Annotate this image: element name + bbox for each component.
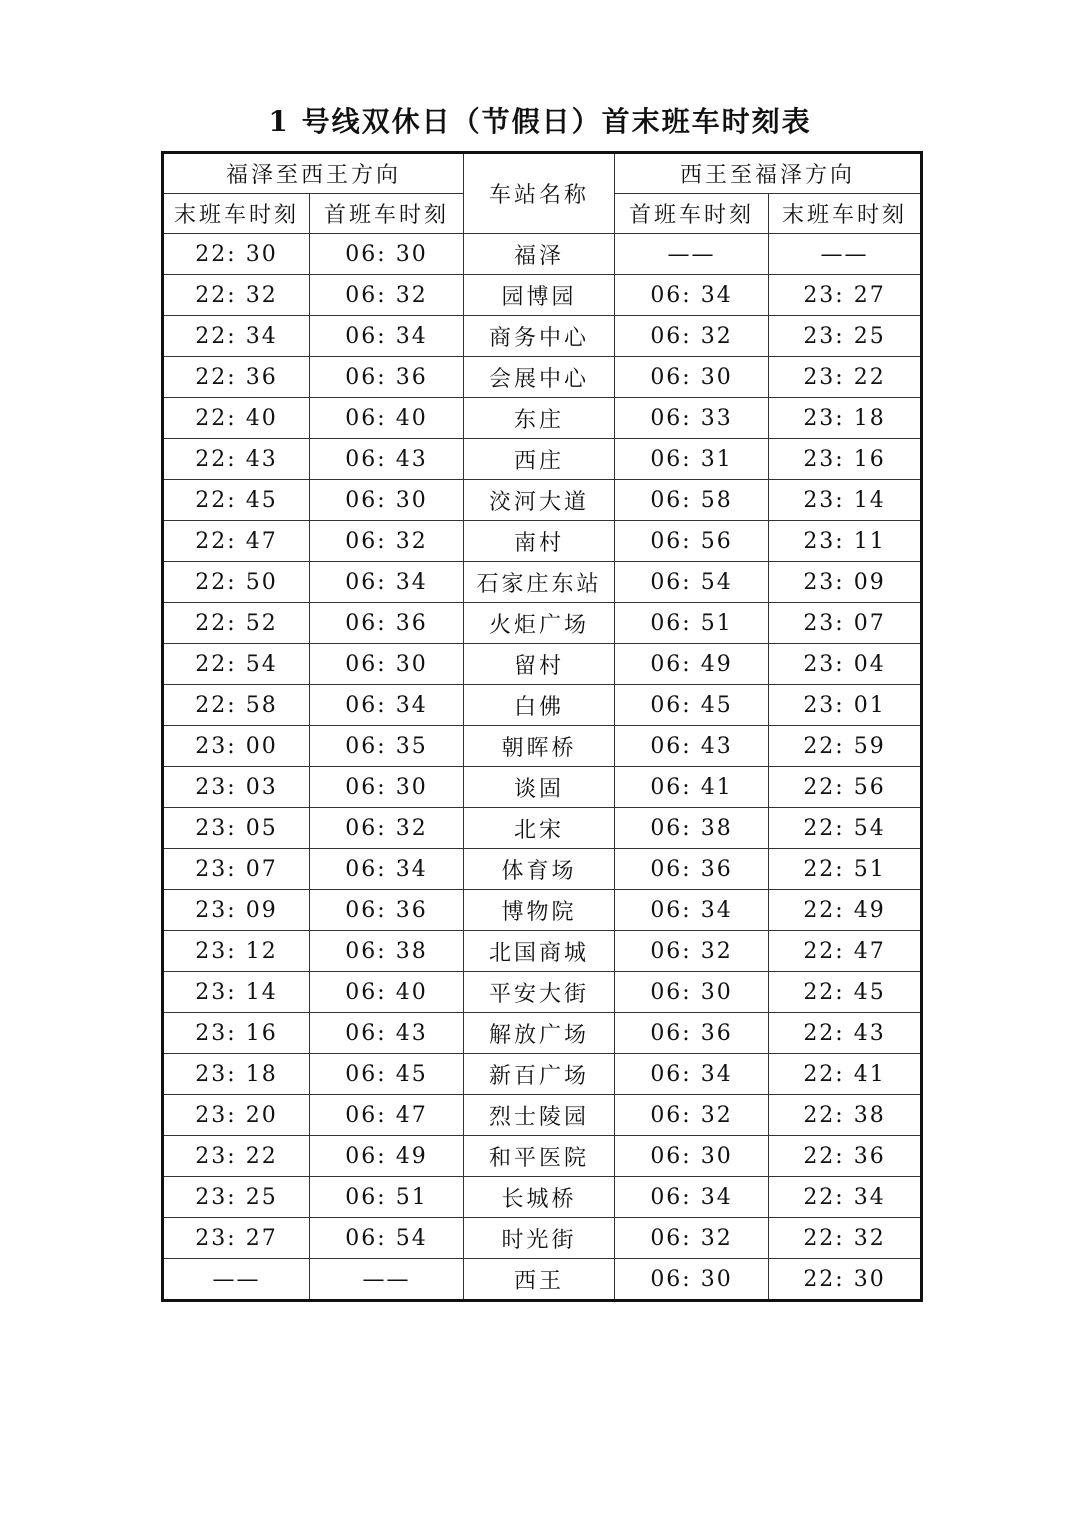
fuze-last-train-cell: 22: 54 bbox=[163, 644, 310, 685]
xiwang-last-train-cell: 23: 27 bbox=[769, 275, 922, 316]
fuze-last-train-cell: 22: 47 bbox=[163, 521, 310, 562]
station-name-cell: 长城桥 bbox=[464, 1177, 615, 1218]
fuze-first-train-cell: 06: 30 bbox=[310, 767, 464, 808]
station-name-cell: 福泽 bbox=[464, 234, 615, 275]
fuze-first-train-cell: 06: 36 bbox=[310, 357, 464, 398]
station-name-cell: 谈固 bbox=[464, 767, 615, 808]
fuze-last-train-cell: 22: 50 bbox=[163, 562, 310, 603]
station-name-cell: 西庄 bbox=[464, 439, 615, 480]
table-row bbox=[163, 1136, 922, 1177]
fuze-first-train-cell: 06: 30 bbox=[310, 480, 464, 521]
page-title: 1 号线双休日（节假日）首末班车时刻表 bbox=[268, 105, 812, 138]
fuze-first-train-cell: 06: 32 bbox=[310, 808, 464, 849]
station-name-cell: 平安大街 bbox=[464, 972, 615, 1013]
fuze-last-train-cell: 23: 14 bbox=[163, 972, 310, 1013]
fuze-first-train-cell: 06: 49 bbox=[310, 1136, 464, 1177]
table-row bbox=[163, 562, 922, 603]
fuze-last-train-cell: 23: 18 bbox=[163, 1054, 310, 1095]
fuze-first-train-cell: 06: 35 bbox=[310, 726, 464, 767]
xiwang-first-train-cell: 06: 41 bbox=[615, 767, 769, 808]
xiwang-first-train-cell: 06: 30 bbox=[615, 972, 769, 1013]
xiwang-last-train-cell: 23: 16 bbox=[769, 439, 922, 480]
station-name-cell: 解放广场 bbox=[464, 1013, 615, 1054]
fuze-last-train-cell: 22: 32 bbox=[163, 275, 310, 316]
station-name-cell: 石家庄东站 bbox=[464, 562, 615, 603]
table-row bbox=[163, 1054, 922, 1095]
xiwang-last-train-cell: 23: 07 bbox=[769, 603, 922, 644]
fuze-last-train-cell: 22: 34 bbox=[163, 316, 310, 357]
fuze-first-train-cell: 06: 34 bbox=[310, 316, 464, 357]
fuze-first-train-cell: 06: 45 bbox=[310, 1054, 464, 1095]
xiwang-last-train-cell: 23: 04 bbox=[769, 644, 922, 685]
xiwang-last-train-cell: 23: 01 bbox=[769, 685, 922, 726]
table-row bbox=[163, 1259, 922, 1301]
station-name-cell: 北国商城 bbox=[464, 931, 615, 972]
direction-xiwang-to-fuze-header: 西王至福泽方向 bbox=[615, 153, 922, 194]
table-row bbox=[163, 767, 922, 808]
xiwang-first-train-cell: 06: 32 bbox=[615, 1095, 769, 1136]
xiwang-first-train-cell: 06: 33 bbox=[615, 398, 769, 439]
xiwang-last-train-cell: 23: 18 bbox=[769, 398, 922, 439]
table-row bbox=[163, 1218, 922, 1259]
xiwang-last-train-cell: 22: 54 bbox=[769, 808, 922, 849]
station-name-cell: 烈士陵园 bbox=[464, 1095, 615, 1136]
table-row bbox=[163, 603, 922, 644]
station-name-cell: 新百广场 bbox=[464, 1054, 615, 1095]
fuze-last-train-cell: 22: 45 bbox=[163, 480, 310, 521]
fuze-first-train-header: 首班车时刻 bbox=[310, 194, 464, 234]
fuze-first-train-cell: 06: 34 bbox=[310, 685, 464, 726]
xiwang-first-train-cell: 06: 32 bbox=[615, 931, 769, 972]
xiwang-first-train-header: 首班车时刻 bbox=[615, 194, 769, 234]
fuze-last-train-cell: 22: 52 bbox=[163, 603, 310, 644]
xiwang-first-train-cell: 06: 30 bbox=[615, 1136, 769, 1177]
fuze-first-train-cell: 06: 30 bbox=[310, 644, 464, 685]
xiwang-first-train-cell: 06: 36 bbox=[615, 1013, 769, 1054]
xiwang-last-train-cell: 23: 09 bbox=[769, 562, 922, 603]
station-name-cell: 西王 bbox=[464, 1259, 615, 1301]
station-name-cell: 洨河大道 bbox=[464, 480, 615, 521]
fuze-last-train-cell: 23: 00 bbox=[163, 726, 310, 767]
direction-fuze-to-xiwang-header: 福泽至西王方向 bbox=[163, 153, 464, 194]
table-row bbox=[163, 1095, 922, 1136]
xiwang-first-train-cell: 06: 45 bbox=[615, 685, 769, 726]
table-row bbox=[163, 439, 922, 480]
station-name-cell: 商务中心 bbox=[464, 316, 615, 357]
fuze-last-train-cell: 23: 09 bbox=[163, 890, 310, 931]
table-row bbox=[163, 808, 922, 849]
xiwang-last-train-cell: 22: 56 bbox=[769, 767, 922, 808]
xiwang-first-train-cell: 06: 38 bbox=[615, 808, 769, 849]
xiwang-last-train-cell: 22: 47 bbox=[769, 931, 922, 972]
xiwang-first-train-cell: 06: 58 bbox=[615, 480, 769, 521]
fuze-last-train-cell: 23: 07 bbox=[163, 849, 310, 890]
xiwang-last-train-cell: 23: 25 bbox=[769, 316, 922, 357]
xiwang-last-train-header: 末班车时刻 bbox=[769, 194, 922, 234]
table-row bbox=[163, 480, 922, 521]
xiwang-first-train-cell: 06: 32 bbox=[615, 316, 769, 357]
table-row bbox=[163, 398, 922, 439]
fuze-first-train-cell: 06: 51 bbox=[310, 1177, 464, 1218]
xiwang-last-train-cell: —— bbox=[769, 234, 922, 275]
table-row bbox=[163, 726, 922, 767]
fuze-first-train-cell: 06: 54 bbox=[310, 1218, 464, 1259]
station-name-cell: 园博园 bbox=[464, 275, 615, 316]
fuze-first-train-cell: 06: 36 bbox=[310, 603, 464, 644]
station-name-cell: 会展中心 bbox=[464, 357, 615, 398]
fuze-last-train-cell: 22: 36 bbox=[163, 357, 310, 398]
xiwang-first-train-cell: 06: 51 bbox=[615, 603, 769, 644]
table-row bbox=[163, 849, 922, 890]
table-row bbox=[163, 521, 922, 562]
station-name-header: 车站名称 bbox=[464, 153, 615, 234]
xiwang-first-train-cell: 06: 34 bbox=[615, 1054, 769, 1095]
fuze-last-train-cell: 23: 05 bbox=[163, 808, 310, 849]
station-name-cell: 朝晖桥 bbox=[464, 726, 615, 767]
fuze-last-train-cell: 23: 12 bbox=[163, 931, 310, 972]
fuze-first-train-cell: 06: 32 bbox=[310, 275, 464, 316]
fuze-first-train-cell: 06: 43 bbox=[310, 439, 464, 480]
fuze-last-train-cell: —— bbox=[163, 1259, 310, 1301]
station-name-cell: 留村 bbox=[464, 644, 615, 685]
xiwang-first-train-cell: 06: 34 bbox=[615, 275, 769, 316]
timetable-body bbox=[163, 234, 922, 1301]
table-row bbox=[163, 931, 922, 972]
fuze-first-train-cell: —— bbox=[310, 1259, 464, 1301]
table-row bbox=[163, 275, 922, 316]
fuze-first-train-cell: 06: 30 bbox=[310, 234, 464, 275]
xiwang-last-train-cell: 22: 43 bbox=[769, 1013, 922, 1054]
table-row bbox=[163, 644, 922, 685]
xiwang-last-train-cell: 22: 59 bbox=[769, 726, 922, 767]
xiwang-first-train-cell: 06: 31 bbox=[615, 439, 769, 480]
fuze-first-train-cell: 06: 34 bbox=[310, 562, 464, 603]
xiwang-last-train-cell: 22: 36 bbox=[769, 1136, 922, 1177]
xiwang-first-train-cell: 06: 54 bbox=[615, 562, 769, 603]
station-name-cell: 体育场 bbox=[464, 849, 615, 890]
station-name-cell: 博物院 bbox=[464, 890, 615, 931]
timetable bbox=[161, 151, 923, 1302]
timetable-header bbox=[163, 153, 922, 234]
xiwang-first-train-cell: 06: 34 bbox=[615, 1177, 769, 1218]
station-name-cell: 南村 bbox=[464, 521, 615, 562]
station-name-cell: 火炬广场 bbox=[464, 603, 615, 644]
fuze-last-train-cell: 23: 22 bbox=[163, 1136, 310, 1177]
xiwang-first-train-cell: 06: 30 bbox=[615, 1259, 769, 1301]
xiwang-last-train-cell: 23: 22 bbox=[769, 357, 922, 398]
fuze-last-train-cell: 22: 40 bbox=[163, 398, 310, 439]
station-name-cell: 东庄 bbox=[464, 398, 615, 439]
table-row bbox=[163, 685, 922, 726]
xiwang-first-train-cell: 06: 36 bbox=[615, 849, 769, 890]
xiwang-last-train-cell: 22: 41 bbox=[769, 1054, 922, 1095]
xiwang-last-train-cell: 22: 45 bbox=[769, 972, 922, 1013]
fuze-last-train-cell: 23: 20 bbox=[163, 1095, 310, 1136]
fuze-last-train-header: 末班车时刻 bbox=[163, 194, 310, 234]
fuze-first-train-cell: 06: 38 bbox=[310, 931, 464, 972]
station-name-cell: 和平医院 bbox=[464, 1136, 615, 1177]
xiwang-first-train-cell: —— bbox=[615, 234, 769, 275]
fuze-first-train-cell: 06: 34 bbox=[310, 849, 464, 890]
xiwang-last-train-cell: 22: 30 bbox=[769, 1259, 922, 1301]
fuze-first-train-cell: 06: 32 bbox=[310, 521, 464, 562]
fuze-last-train-cell: 22: 30 bbox=[163, 234, 310, 275]
xiwang-first-train-cell: 06: 49 bbox=[615, 644, 769, 685]
xiwang-last-train-cell: 23: 11 bbox=[769, 521, 922, 562]
fuze-last-train-cell: 22: 43 bbox=[163, 439, 310, 480]
fuze-first-train-cell: 06: 36 bbox=[310, 890, 464, 931]
xiwang-first-train-cell: 06: 34 bbox=[615, 890, 769, 931]
fuze-last-train-cell: 23: 25 bbox=[163, 1177, 310, 1218]
xiwang-first-train-cell: 06: 56 bbox=[615, 521, 769, 562]
xiwang-last-train-cell: 23: 14 bbox=[769, 480, 922, 521]
fuze-first-train-cell: 06: 40 bbox=[310, 398, 464, 439]
table-row bbox=[163, 890, 922, 931]
table-row bbox=[163, 972, 922, 1013]
table-row bbox=[163, 234, 922, 275]
fuze-first-train-cell: 06: 40 bbox=[310, 972, 464, 1013]
xiwang-last-train-cell: 22: 38 bbox=[769, 1095, 922, 1136]
xiwang-last-train-cell: 22: 34 bbox=[769, 1177, 922, 1218]
station-name-cell: 白佛 bbox=[464, 685, 615, 726]
xiwang-last-train-cell: 22: 32 bbox=[769, 1218, 922, 1259]
xiwang-first-train-cell: 06: 30 bbox=[615, 357, 769, 398]
fuze-first-train-cell: 06: 47 bbox=[310, 1095, 464, 1136]
station-name-cell: 北宋 bbox=[464, 808, 615, 849]
table-row bbox=[163, 357, 922, 398]
fuze-last-train-cell: 22: 58 bbox=[163, 685, 310, 726]
table-row bbox=[163, 316, 922, 357]
table-row bbox=[163, 1177, 922, 1218]
xiwang-first-train-cell: 06: 43 bbox=[615, 726, 769, 767]
xiwang-last-train-cell: 22: 49 bbox=[769, 890, 922, 931]
xiwang-last-train-cell: 22: 51 bbox=[769, 849, 922, 890]
xiwang-first-train-cell: 06: 32 bbox=[615, 1218, 769, 1259]
fuze-last-train-cell: 23: 27 bbox=[163, 1218, 310, 1259]
station-name-cell: 时光街 bbox=[464, 1218, 615, 1259]
fuze-first-train-cell: 06: 43 bbox=[310, 1013, 464, 1054]
table-row bbox=[163, 1013, 922, 1054]
fuze-last-train-cell: 23: 16 bbox=[163, 1013, 310, 1054]
fuze-last-train-cell: 23: 03 bbox=[163, 767, 310, 808]
